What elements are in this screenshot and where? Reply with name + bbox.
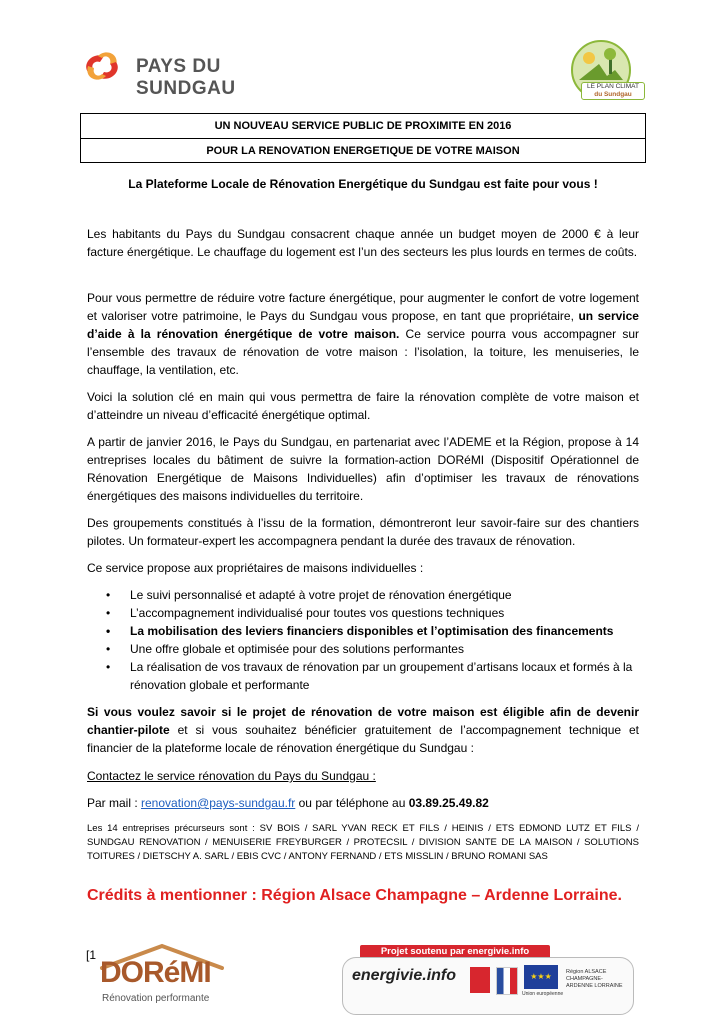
doremi-tagline: Rénovation performante [102, 993, 210, 1004]
entreprises-list: Les 14 entreprises précurseurs sont : SV BOIS / SARL YVAN RECK ET FILS / HEINIS / ETS EDMOND LUTZ ET FILS / SUNDGAU RENOVATION / MENUISERIE FREYBURGER / PROTECSIL / DIVISION SANTE DE LA MAISON / SOLUTIONS TOITURES / DIETSCHY A. SARL / EBIS CVC / ANTONY FERNAND / ETS MISSLIN / BRUNO ROMANI SAS [87, 823, 639, 862]
contact-heading: Contactez le service rénovation du Pays du Sundgau : [87, 769, 376, 783]
contact-phone: 03.89.25.49.82 [408, 796, 489, 810]
energivie-logo-text: energivie.info [352, 967, 457, 984]
list-item-text: La réalisation de vos travaux de rénovation par un groupement d’artisans locaux et formés à la rénovation globale et performante [130, 660, 633, 692]
footnote-bracket: [1 [86, 948, 97, 962]
subtitle: La Plateforme Locale de Rénovation Energétique du Sundgau est faite pour vous ! [128, 177, 598, 191]
paragraph-partnership: A partir de janvier 2016, le Pays du Sundgau, en partenariat avec l’ADEME et la Région, propose à 14 entreprises locales du bâtiment de suivre la formation-action DORéMI (Dispositif Opérationnel de Rénovation Energétique de Maisons Individuelles) afin d’optimiser les travaux de rénovations énergétiques des maisons individuelles du territoire. [87, 435, 639, 503]
doremi-logo-text: DORéMI [100, 956, 211, 989]
plan-climat-label [581, 82, 645, 100]
list-item [87, 658, 639, 694]
title-line2: POUR LA RENOVATION ENERGETIQUE DE VOTRE MAISON [81, 138, 645, 163]
list-item [87, 586, 639, 604]
contact-mail-prefix: Par mail : [87, 796, 142, 810]
title-box [80, 113, 646, 163]
bullet-icon: • [106, 606, 111, 620]
contact-email-link[interactable]: renovation@pays-sundgau.fr [141, 796, 296, 810]
sundgau-logo-text: PAYS DU SUNDGAU [136, 56, 236, 99]
eligibility-text: et si vous souhaitez bénéficier gratuitement de l’accompagnement technique et financier de la plateforme locale de rénovation énergétique du Sundgau : [87, 723, 639, 755]
eu-flag-icon: ★★★ [524, 965, 558, 989]
paragraph-groupements: Des groupements constitués à l’issu de la formation, démontreront leur savoir-faire sur des chantiers pilotes. Un formateur-expert les accompagnera pendant la durée des travaux de rénovation. [87, 516, 639, 548]
bullet-icon: • [106, 660, 111, 674]
bullet-icon: • [106, 624, 111, 638]
plan-climat-logo [565, 40, 645, 106]
plan-climat-line1: LE PLAN CLIMAT [587, 83, 639, 90]
paragraph-service [87, 289, 639, 379]
contact-phone-prefix: ou par téléphone au [295, 796, 409, 810]
list-item-text: Le suivi personnalisé et adapté à votre projet de rénovation énergétique [130, 588, 512, 602]
contact-line [87, 794, 639, 812]
list-item-text: Une offre globale et optimisée pour des solutions performantes [130, 642, 464, 656]
energivie-footer [340, 945, 640, 1017]
list-item-text: L’accompagnement individualisé pour toutes vos questions techniques [130, 606, 505, 620]
services-list [87, 586, 639, 694]
doremi-logo [98, 942, 228, 1008]
bullet-icon: • [106, 588, 111, 602]
bullet-icon: • [106, 642, 111, 656]
sundgau-swirl-icon [78, 42, 126, 90]
paragraph-budget: Les habitants du Pays du Sundgau consacrent chaque année un budget moyen de 2000 € à leur facture énergétique. Le chauffage du logement est l’un des secteurs les plus lourds en termes de coûts. [87, 227, 639, 259]
republique-icon [496, 967, 518, 995]
paragraph-service-text-c: Ce service pourra vous accompagner sur l’ensemble des travaux de rénovation de votre maison : l’isolation, la toiture, les menuiseries, le chauffage, la ventilation, etc. [87, 327, 639, 377]
region-logo-label: Région ALSACE CHAMPAGNE-ARDENNE LORRAINE [566, 969, 623, 989]
title-line1: UN NOUVEAU SERVICE PUBLIC DE PROXIMITE EN 2016 [214, 120, 512, 132]
energivie-banner: Projet soutenu par energivie.info [360, 945, 550, 959]
eligibility-highlight: Si vous voulez savoir si le projet de rénovation de votre maison est éligible afin de devenir chantier-pilote [87, 705, 639, 737]
paragraph-service-intro: Ce service propose aux propriétaires de maisons individuelles : [87, 561, 424, 575]
paragraph-service-highlight: un service d’aide à la rénovation énergétique de votre maison. [87, 309, 639, 341]
pays-du-sundgau-logo [78, 42, 318, 99]
ue-label: Union européenne [522, 991, 564, 997]
plan-climat-line2: du Sundgau [594, 91, 632, 98]
ademe-icon [470, 967, 490, 993]
paragraph-service-text-a: Pour vous permettre de réduire votre facture énergétique, pour augmenter le confort de votre logement et valoriser votre patrimoine, le Pays du Sundgau vous propose, en tant que propriétaire, [87, 291, 639, 323]
list-item [87, 622, 639, 640]
paragraph-solution: Voici la solution clé en main qui vous permettra de faire la rénovation complète de votre maison et d’atteindre un niveau d’efficacité énergétique optimal. [87, 390, 639, 422]
list-item-text: La mobilisation des leviers financiers disponibles et l’optimisation des financements [130, 624, 614, 638]
credits-line: Crédits à mentionner : Région Alsace Champagne – Ardenne Lorraine. [87, 887, 622, 904]
list-item [87, 640, 639, 658]
list-item [87, 604, 639, 622]
paragraph-eligibility [87, 703, 639, 757]
